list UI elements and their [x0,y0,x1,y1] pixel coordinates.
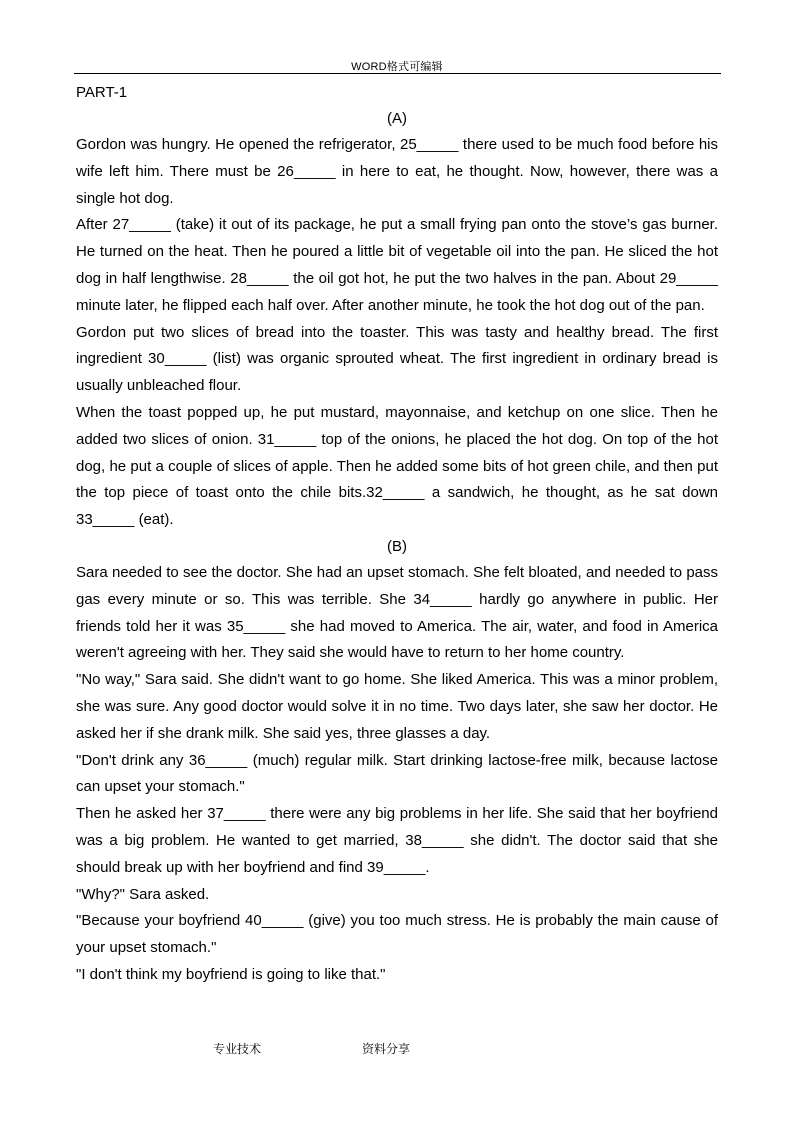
page-header: WORD格式可编辑 [351,61,443,73]
section-b-paragraph: "Don't drink any 36_____ (much) regular milk. Start drinking lactose-free milk, because lactose can upset your stomach." [76,751,718,796]
footer-left-text: 专业技术 [213,1042,262,1056]
section-b-paragraph: "Because your boyfriend 40_____ (give) you too much stress. He is probably the main cause of your upset stomach." [76,912,718,957]
section-b-paragraph: Then he asked her 37_____ there were any big problems in her life. She said that her boyfriend was a big problem. He wanted to get married, 38_____ she didn't. The doctor said that she should break up with her boyfriend and find 39_____. [76,805,718,876]
section-b-paragraph: "No way," Sara said. She didn't want to go home. She liked America. This was a minor problem, she was sure. Any good doctor would solve it in no time. Two days later, she saw her doctor. He asked her if she drank milk. She said yes, three glasses a day. [76,671,718,742]
footer-right-text: 资料分享 [362,1042,411,1056]
document-body [76,80,718,989]
section-a-paragraph: When the toast popped up, he put mustard, mayonnaise, and ketchup on one slice. Then he added two slices of onion. 31_____ top of the onions, he placed the hot dog. On top of the hot dog, he put a couple of slices of apple. Then he added some bits of hot green chile, and then put the top piece of toast onto the chile bits.32_____ a sandwich, he thought, as he sat down 33_____ (eat). [76,403,718,529]
section-a-label: (A) [387,110,407,127]
section-b-paragraph: Sara needed to see the doctor. She had an upset stomach. She felt bloated, and needed to pass gas every minute or so. This was terrible. She 34_____ hardly go anywhere in public. Her friends told her it was 35_____ she had moved to America. The air, water, and food in America weren't agreeing with her. They said she would have to return to her home country. [76,563,718,662]
part-title: PART-1 [76,84,128,101]
section-b-label: (B) [387,537,407,555]
section-a-paragraph: After 27_____ (take) it out of its package, he put a small frying pan onto the stove’s gas burner. He turned on the heat. Then he poured a little bit of vegetable oil into the pan. He sliced the hot dog in half lengthwise. 28_____ the oil got hot, he put the two halves in the pan. About 29_____ minute later, he flipped each half over. After another minute, he took the hot dog out of the pan. [76,216,718,314]
section-a-paragraph: Gordon was hungry. He opened the refrigerator, 25_____ there used to be much food before his wife left him. There must be 26_____ in here to eat, he thought. Now, however, there was a single hot dog. [76,136,718,207]
section-b-paragraph: "I don't think my boyfriend is going to like that." [76,965,386,983]
section-a-paragraph: Gordon put two slices of bread into the toaster. This was tasty and healthy bread. The first ingredient 30_____ (list) was organic sprouted wheat. The first ingredient in ordinary bread is usually unbleached flour. [76,323,718,395]
section-b-paragraph: "Why?" Sara asked. [76,885,210,903]
header-rule [74,73,721,74]
